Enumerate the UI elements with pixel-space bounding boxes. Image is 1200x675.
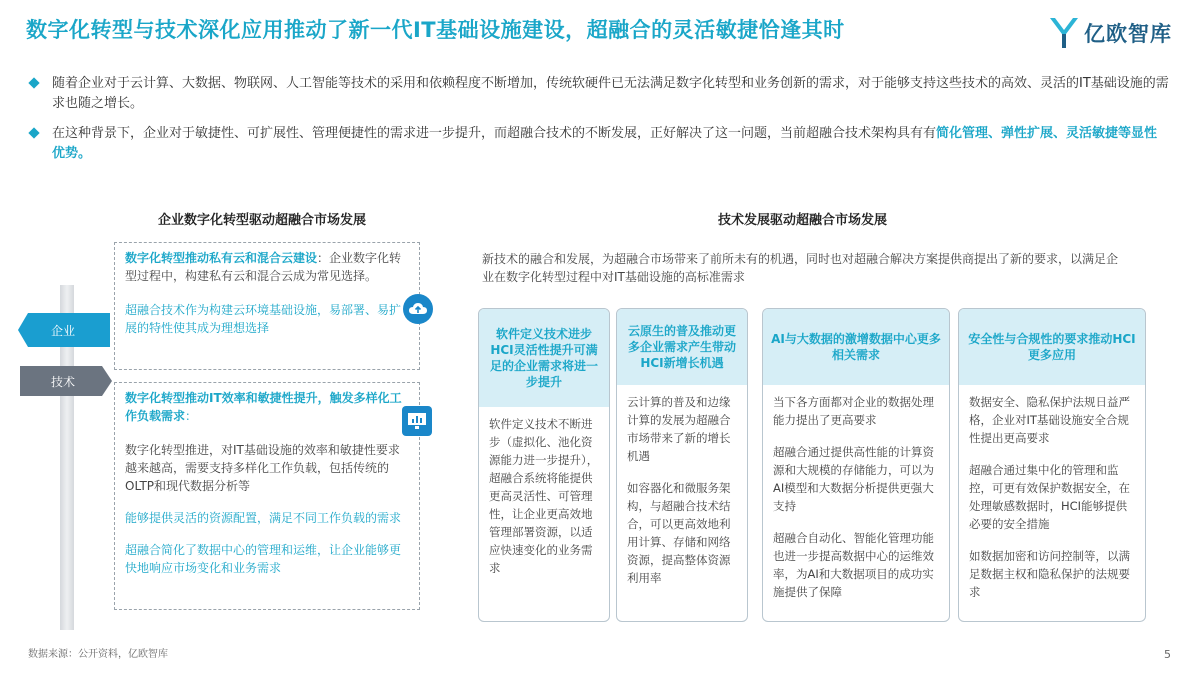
box1-para2: 超融合技术作为构建云环境基础设施，易部署、易扩展的特性使其成为理想选择 xyxy=(125,303,402,335)
column-1-head: 软件定义技术进步HCI灵活性提升可满足的企业需求将进一步提升 xyxy=(479,309,609,407)
data-source: 数据来源：公开资料，亿欧智库 xyxy=(28,649,168,660)
column-3-para: 当下各方面都对企业的数据处理能力提出了更高要求 xyxy=(773,395,934,427)
box2-heading-rest: ： xyxy=(185,409,198,423)
bullet-2 xyxy=(30,124,1170,164)
box1-heading-rest: ：企业数字化转型过程中，构建私有云和混合云成为常见选择。 xyxy=(125,251,402,283)
cloud-upload-icon xyxy=(403,294,433,324)
page-number: 5 xyxy=(1164,648,1171,661)
bullet-2-highlight: 简化管理、弹性扩展、灵活敏捷等显性优势。 xyxy=(52,126,1158,161)
bullet-1 xyxy=(30,74,1170,114)
column-4-para: 超融合通过集中化的管理和监控，可更有效保护数据安全，在处理敏感数据时，HCI能够提供必要的安全措施 xyxy=(969,463,1130,531)
logo-text: 亿欧智库 xyxy=(1084,22,1172,46)
box2-para3: 超融合简化了数据中心的管理和运维，让企业能够更快地响应市场变化和业务需求 xyxy=(125,543,402,575)
left-section-title: 企业数字化转型驱动超融合市场发展 xyxy=(158,213,367,228)
column-2-head: 云原生的普及推动更多企业需求产生带动HCI新增长机遇 xyxy=(617,309,747,385)
box2-heading-text: 数字化转型推动IT效率和敏捷性提升，触发多样化工作负载需求 xyxy=(125,391,402,423)
box2-para1: 数字化转型推进，对IT基础设施的效率和敏捷性要求越来越高，需要支持多样化工作负载，包括传统的OLTP和现代数据分析等 xyxy=(125,443,400,493)
page-title: 数字化转型与技术深化应用推动了新一代IT基础设施建设，超融合的灵活敏捷恰逢其时 xyxy=(26,18,845,42)
tech-column-4 xyxy=(958,308,1146,622)
box1-heading: 数字化转型推动私有云和混合云建设 xyxy=(125,251,318,265)
yiou-logo-icon xyxy=(1048,16,1080,50)
sign-tech: 技术 xyxy=(50,374,75,389)
column-1-body xyxy=(479,407,609,599)
column-4-body xyxy=(959,385,1145,622)
column-4-head: 安全性与合规性的要求推动HCI更多应用 xyxy=(959,309,1145,385)
right-intro: 新技术的融合和发展，为超融合市场带来了前所未有的机遇，同时也对超融合解决方案提供商提出了新的要求，以满足企业在数字化转型过程中对IT基础设施的高标准需求 xyxy=(482,252,1119,284)
column-2-para: 如容器化和微服务架构，与超融合技术结合，可以更高效地利用计算、存储和网络资源，提高整体资源利用率 xyxy=(627,481,731,585)
enterprise-driver-box xyxy=(114,242,420,370)
diamond-bullet-icon xyxy=(28,77,39,88)
brand-logo xyxy=(1048,16,1172,50)
column-3-para: 超融合通过提供高性能的计算资源和大规模的存储能力，可以为AI模型和大数据分析提供更强大支持 xyxy=(773,445,934,513)
monitor-chart-icon xyxy=(402,406,432,436)
column-4-para: 数据安全、隐私保护法规日益严格，企业对IT基础设施安全合规性提出更高要求 xyxy=(969,395,1130,445)
sign-enterprise: 企业 xyxy=(50,323,75,338)
box1-para1 xyxy=(125,249,409,285)
column-2-body xyxy=(617,385,747,609)
right-section-title: 技术发展驱动超融合市场发展 xyxy=(718,213,888,228)
bullet-2-plain: 在这种背景下，企业对于敏捷性、可扩展性、管理便捷性的需求进一步提升，而超融合技术的不断发展，正好解决了这一问题，当前超融合技术架构具有有 xyxy=(52,126,937,141)
diamond-bullet-icon xyxy=(28,127,39,138)
efficiency-driver-box xyxy=(114,382,420,610)
tech-column-2 xyxy=(616,308,748,622)
column-1-para: 软件定义技术不断进步（虚拟化、池化资源能力进一步提升），超融合系统将能提供更高灵活性、可管理性，让企业更高效地管理部署资源，以适应快速变化的业务需求 xyxy=(489,417,599,575)
bullet-1-text: 随着企业对于云计算、大数据、物联网、人工智能等技术的采用和依赖程度不断增加，传统软硬件已无法满足数字化转型和业务创新的需求，对于能够支持这些技术的高效、灵活的IT基础设施的需求也随之增长。 xyxy=(52,76,1169,111)
tech-column-3 xyxy=(762,308,950,622)
box2-para2: 能够提供灵活的资源配置，满足不同工作负载的需求 xyxy=(125,511,402,525)
column-3-para: 超融合自动化、智能化管理功能也进一步提高数据中心的运维效率，为AI和大数据项目的成功实施提供了保障 xyxy=(773,531,934,599)
tech-column-1 xyxy=(478,308,610,622)
column-2-para: 云计算的普及和边缘计算的发展为超融合市场带来了新的增长机遇 xyxy=(627,395,731,463)
box2-heading xyxy=(125,389,409,425)
bullet-2-text xyxy=(52,124,1170,164)
column-4-para: 如数据加密和访问控制等，以满足数据主权和隐私保护的法规要求 xyxy=(969,549,1130,599)
column-3-head: AI与大数据的激增数据中心更多相关需求 xyxy=(763,309,949,385)
column-3-body xyxy=(763,385,949,622)
